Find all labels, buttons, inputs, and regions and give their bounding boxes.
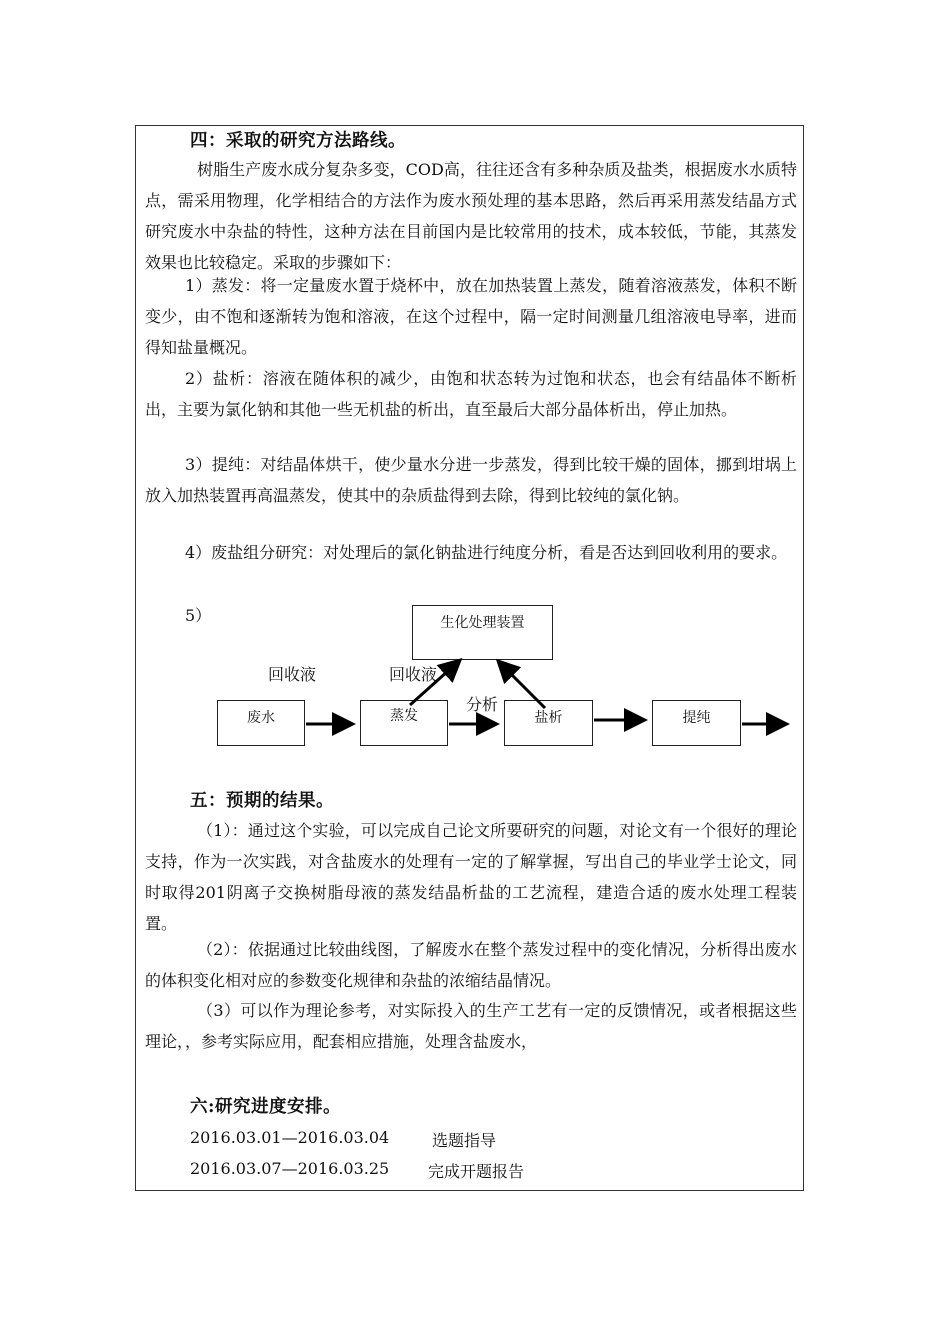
evaporation-box: 蒸发 xyxy=(360,700,448,746)
step-3: 3）提纯：对结晶体烘干，使少量水分进一步蒸发，得到比较干燥的固体，挪到坩埚上放入加热装置再高温蒸发，使其中的杂质盐得到去除，得到比较纯的氯化钠。 xyxy=(145,455,797,505)
schedule-task-2: 完成开题报告 xyxy=(428,1162,525,1181)
biochemical-treatment-box: 生化处理装置 xyxy=(412,605,553,660)
arrow-salting-to-treatment xyxy=(500,663,545,708)
section4-intro: 树脂生产废水成分复杂多变，COD高，往往还含有多种杂质及盐类，根据废水水质特点，需采用物理，化学相结合的方法作为废水预处理的基本思路，然后再采用蒸发结晶方式研究废水中杂盐的特性，这种方法在目前国内是比较常用的技术，成本较低，节能，其蒸发效果也比较稳定。采取的步骤如下： xyxy=(145,160,797,272)
result-1: （1）：通过这个实验，可以完成自己论文所要研究的问题，对论文有一个很好的理论支持，作为一次实践，对含盐废水的处理有一定的了解掌握，写出自己的毕业学士论文，同时取得201阴离子交换树脂母液的蒸发结晶析盐的工艺流程，建造合适的废水处理工程装置。 xyxy=(145,821,797,933)
arrow-evaporation-to-treatment xyxy=(410,662,458,705)
schedule-task-1: 选题指导 xyxy=(432,1131,497,1150)
step-4: 4）废盐组分研究：对处理后的氯化钠盐进行纯度分析，看是否达到回收利用的要求。 xyxy=(185,543,788,562)
step-2: 2）盐析：溶液在随体积的减少，由饱和状态转为过饱和状态，也会有结晶体不断析出，主要为氯化钠和其他一些无机盐的析出，直至最后大部分晶体析出，停止加热。 xyxy=(145,369,797,419)
section4-title: 四：采取的研究方法路线。 xyxy=(190,131,406,151)
schedule-dates-2: 2016.03.07—2016.03.25 xyxy=(190,1159,390,1178)
section5-title: 五：预期的结果。 xyxy=(190,791,334,811)
section6-title: 六:研究进度安排。 xyxy=(190,1097,341,1117)
analysis-label: 分析 xyxy=(466,695,499,714)
salting-out-box: 盐析 xyxy=(504,700,593,746)
result-3: （3）可以作为理论参考，对实际投入的生产工艺有一定的反馈情况，或者根据这些理论，，参考实际应用，配套相应措施，处理含盐废水， xyxy=(145,1001,797,1051)
recovery-label-1: 回收液 xyxy=(268,665,317,684)
purification-box: 提纯 xyxy=(652,700,741,746)
step-5-label: 5） xyxy=(185,606,212,625)
wastewater-box: 废水 xyxy=(217,700,305,746)
step-1: 1）蒸发：将一定量废水置于烧杯中，放在加热装置上蒸发，随着溶液蒸发，体积不断变少，由不饱和逐渐转为饱和溶液，在这个过程中，隔一定时间测量几组溶液电导率，进而得知盐量概况。 xyxy=(145,276,797,357)
schedule-dates-1: 2016.03.01—2016.03.04 xyxy=(190,1128,390,1147)
recovery-label-2: 回收液 xyxy=(389,665,438,684)
result-2: （2）：依据通过比较曲线图，了解废水在整个蒸发过程中的变化情况，分析得出废水的体积变化相对应的参数变化规律和杂盐的浓缩结晶情况。 xyxy=(145,940,797,990)
